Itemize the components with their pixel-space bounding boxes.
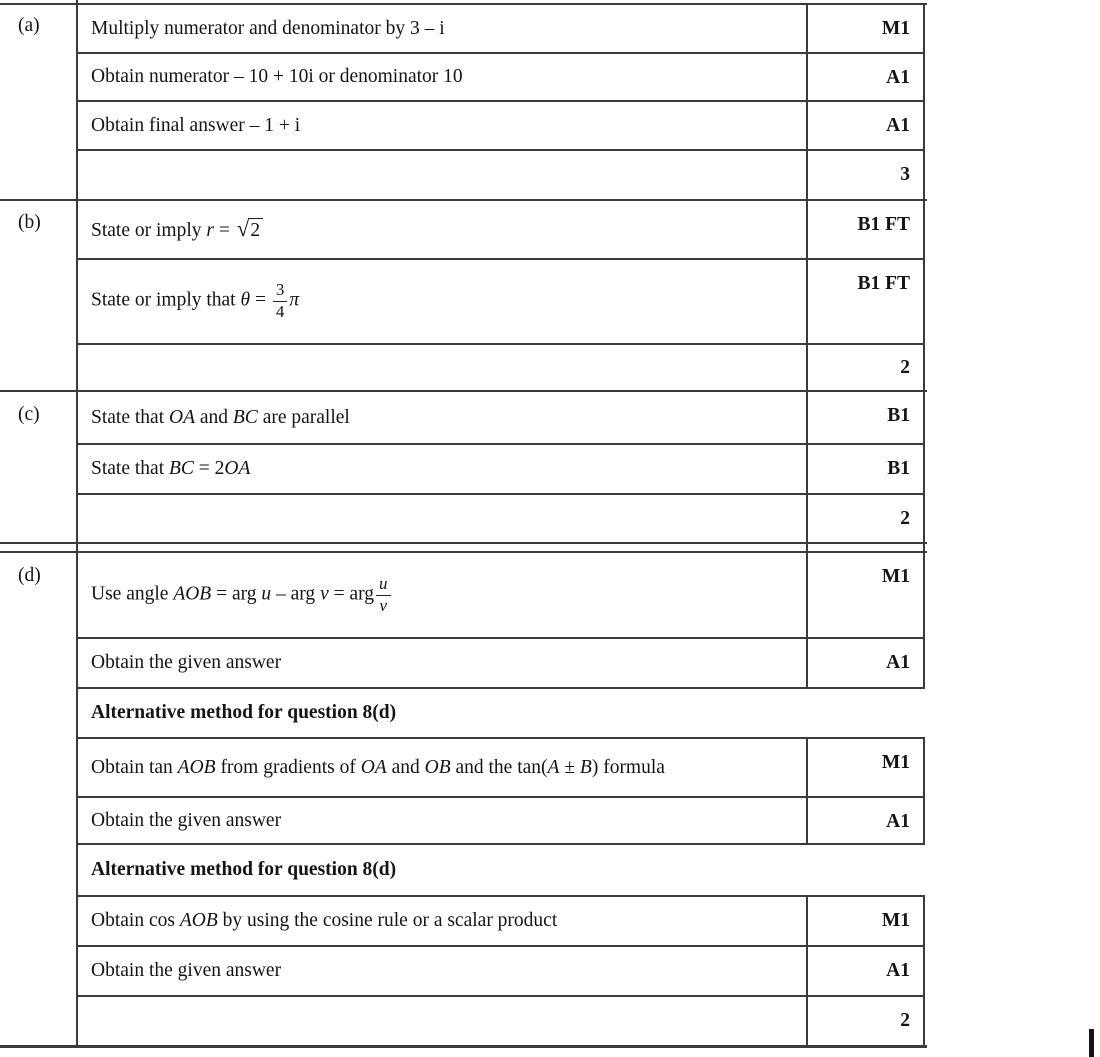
criterion-row [78, 102, 806, 149]
criterion-row [78, 5, 806, 52]
table-right-border [923, 3, 925, 689]
grid-line [76, 149, 925, 151]
mark-cell: A1 [886, 115, 910, 136]
mark-cell: M1 [881, 18, 910, 39]
mark-cell: B1 [887, 405, 910, 426]
criterion-row [78, 445, 806, 493]
table-right-border [923, 737, 925, 845]
criterion-text: Obtain the given answer [91, 652, 282, 673]
square-root: √ 2 [237, 217, 263, 242]
alternative-method-row [78, 845, 923, 895]
criterion-row [78, 260, 806, 343]
criterion-row [78, 798, 806, 843]
part-label-b: (b) [18, 212, 41, 233]
mark-cell: A1 [886, 652, 910, 673]
criterion-text: State or imply r = √ 2 [91, 217, 263, 242]
mark-cell: M1 [881, 752, 910, 773]
total-marks-cell: 2 [900, 507, 910, 529]
grid-line [76, 493, 925, 495]
criterion-text: Use angle AOB = arg u – arg v = arg $\frac{u}{v}$ [91, 575, 393, 615]
table-right-border [923, 895, 925, 1047]
alternative-method-heading: Alternative method for question 8(d) [91, 702, 397, 723]
criterion-text: Obtain the given answer [91, 960, 282, 981]
criterion-text: Multiply numerator and denominator by 3 – i [91, 17, 445, 39]
mark-cell: B1 [887, 458, 910, 479]
criterion-text: Obtain cos AOB by using the cosine rule or a scalar product [91, 910, 558, 931]
text-cursor-mark [1089, 1029, 1094, 1057]
criterion-row [78, 553, 806, 637]
total-marks-cell: 2 [900, 1010, 910, 1031]
mark-cell: A1 [886, 67, 910, 88]
alternative-method-row [78, 689, 923, 737]
section-divider-line [0, 542, 927, 544]
mark-cell: A1 [886, 960, 910, 981]
mark-cell: M1 [881, 910, 910, 931]
criterion-text: Obtain numerator – 10 + 10i or denominator 10 [91, 66, 463, 87]
fraction: $\frac{u}{v}$ [376, 575, 391, 615]
criterion-row [78, 54, 806, 100]
mark-cell: B1 FT [857, 273, 910, 294]
total-marks-cell: 3 [900, 164, 910, 185]
part-label-d: (d) [18, 565, 41, 586]
criterion-text: Obtain tan AOB from gradients of OA and OB and the tan(A ± B) formula [91, 756, 665, 778]
part-label-a: (a) [18, 15, 40, 36]
criterion-text: Obtain final answer – 1 + i [91, 114, 301, 136]
mark-cell: A1 [886, 811, 910, 832]
criterion-row [78, 639, 806, 687]
criterion-text: State that BC = 2OA [91, 458, 251, 479]
criterion-row [78, 739, 806, 796]
total-marks-cell: 2 [900, 356, 910, 378]
criterion-row [78, 392, 806, 443]
criterion-row [78, 897, 806, 945]
criterion-row [78, 947, 806, 995]
criterion-text: State that OA and BC are parallel [91, 406, 350, 428]
alternative-method-heading: Alternative method for question 8(d) [91, 859, 397, 880]
fraction: $\frac{3}{4}$ [273, 281, 288, 321]
table-bottom-border [0, 1045, 927, 1048]
criterion-text: State or imply that θ = $\frac{3}{4}$ π [91, 280, 300, 321]
grid-line [76, 995, 925, 997]
mark-cell: B1 FT [857, 214, 910, 235]
grid-line [76, 343, 925, 345]
mark-cell: M1 [881, 566, 910, 587]
criterion-text: Obtain the given answer [91, 809, 282, 831]
part-label-c: (c) [18, 404, 40, 425]
criterion-row [78, 201, 806, 258]
